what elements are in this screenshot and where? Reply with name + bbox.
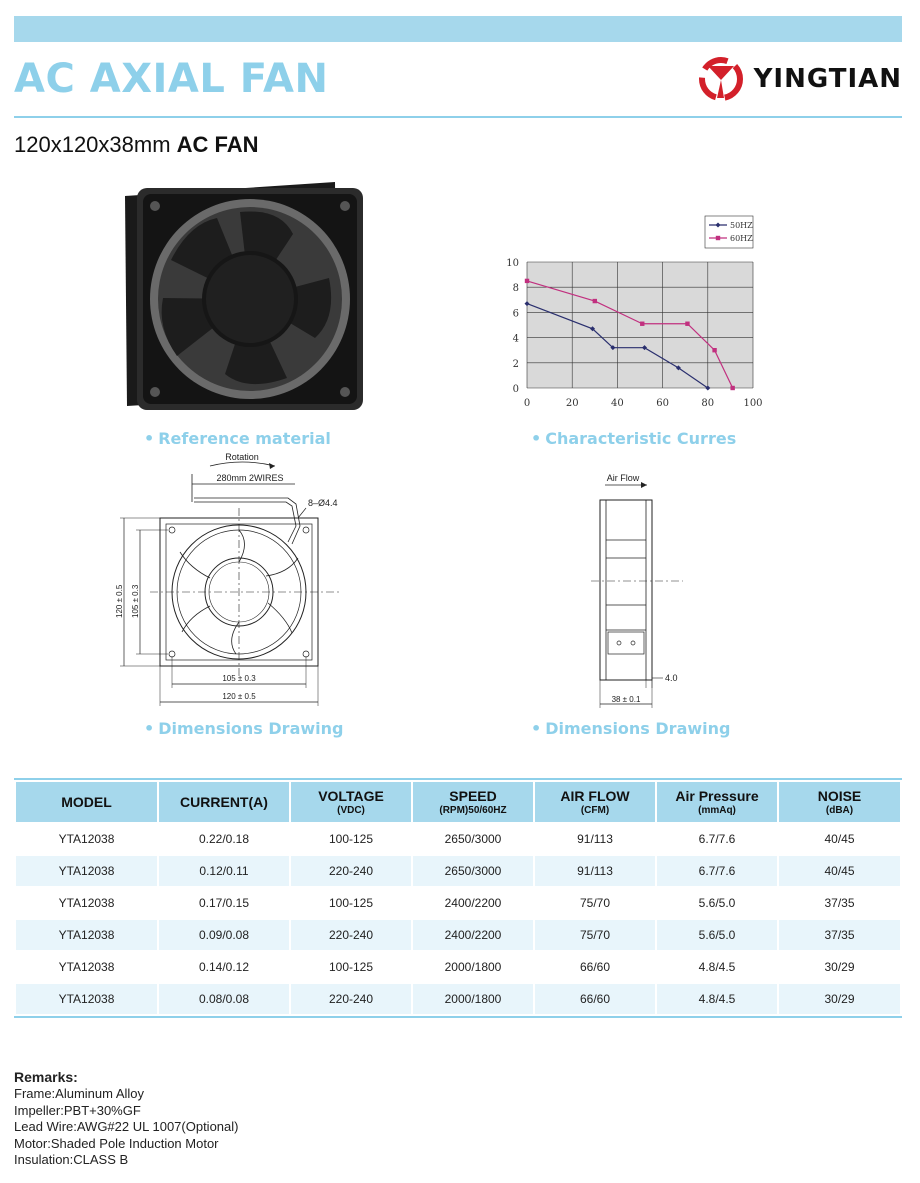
cell-model: YTA12038 <box>58 832 115 846</box>
brand-logo-icon <box>698 56 744 102</box>
col-header-text: AIR FLOW <box>560 788 630 804</box>
caption-reference-text: Reference material <box>158 429 331 448</box>
chart-x-tick-label: 0 <box>523 398 531 409</box>
chart-point <box>640 322 644 326</box>
label-outer-h: 120 ± 0.5 <box>115 584 124 618</box>
subtitle-type: AC FAN <box>176 132 259 157</box>
cell-speed: 2400/2200 <box>444 896 502 910</box>
cell-model: YTA12038 <box>58 896 115 910</box>
chart-y-tick-label: 8 <box>512 283 519 295</box>
chart-point <box>730 386 734 390</box>
chart-x-tick-label: 80 <box>701 398 715 409</box>
col-header-airflow <box>535 782 655 822</box>
chart-plot-area <box>527 262 753 388</box>
label-flange: 4.0 <box>665 673 678 683</box>
cell-noise: 30/29 <box>824 960 855 974</box>
cell-current: 0.08/0.08 <box>159 984 289 1014</box>
cell-airflow: 91/113 <box>577 832 613 846</box>
front-dimension-drawing <box>110 448 350 713</box>
cell-current: 0.14/0.12 <box>198 960 250 974</box>
label-inner-h: 105 ± 0.3 <box>131 584 140 618</box>
col-header-voltage <box>291 782 411 822</box>
chart-y-tick-label: 0 <box>512 384 519 395</box>
brand-name: YINGTIAN <box>753 64 902 94</box>
col-header-text: MODEL <box>61 794 112 810</box>
caption-characteristic-text: Characteristic Curres <box>545 429 737 448</box>
brand-block <box>698 56 902 102</box>
label-air-flow: Air Flow <box>606 473 640 483</box>
label-rotation: Rotation <box>225 452 259 462</box>
table-row <box>16 920 900 950</box>
subtitle-size: 120x120x38mm <box>14 132 171 157</box>
cell-voltage: 100-125 <box>328 896 374 910</box>
remark-item: Motor:Shaded Pole Induction Motor <box>14 1135 219 1151</box>
remark-item: Lead Wire:AWG#22 UL 1007(Optional) <box>14 1119 239 1135</box>
page-title: AC AXIAL FAN <box>14 56 329 102</box>
caption-dimensions-front-text: Dimensions Drawing <box>158 719 344 738</box>
remarks-block <box>14 1069 238 1168</box>
chart-x-tick-label: 40 <box>611 398 624 409</box>
cell-noise: 40/45 <box>824 832 855 846</box>
cell-model: YTA12038 <box>16 984 157 1014</box>
chart-legend-label: 50HZ <box>730 221 753 230</box>
chart-y-tick-label: 2 <box>512 358 519 370</box>
chart-point <box>593 299 597 303</box>
cell-speed: 2000/1800 <box>444 960 502 974</box>
cell-voltage: 220-240 <box>291 920 411 950</box>
col-header-noise <box>779 782 900 822</box>
cell-current: 0.09/0.08 <box>159 920 289 950</box>
col-header-current <box>159 782 289 822</box>
col-header-unit: (dBA) <box>825 805 854 816</box>
chart-x-tick-label: 100 <box>743 398 763 409</box>
col-header-speed <box>413 782 533 822</box>
cell-airflow: 66/60 <box>535 984 655 1014</box>
label-holes: 8–Ø4.4 <box>308 498 338 508</box>
top-color-band <box>14 16 902 42</box>
chart-point <box>712 348 716 352</box>
cell-pressure: 5.6/5.0 <box>657 920 777 950</box>
col-header-unit: (CFM) <box>580 805 610 816</box>
chart-x-tick-label: 60 <box>656 398 669 409</box>
col-header-text: Air Pressure <box>675 788 759 804</box>
col-header-text: SPEED <box>449 788 497 804</box>
cell-noise: 37/35 <box>824 896 855 910</box>
col-header-text: CURRENT(A) <box>180 794 268 810</box>
table-row <box>16 984 900 1014</box>
spec-table <box>14 778 902 1018</box>
col-header-text: NOISE <box>817 788 862 804</box>
side-dimension-drawing <box>565 470 695 715</box>
table-row <box>16 888 900 918</box>
chart-y-tick-label: 6 <box>512 308 519 320</box>
cell-current: 0.17/0.15 <box>198 896 250 910</box>
cell-current: 0.12/0.11 <box>159 856 289 886</box>
chart-point <box>685 322 689 326</box>
cell-pressure: 6.7/7.6 <box>657 856 777 886</box>
cell-airflow: 75/70 <box>535 920 655 950</box>
cell-model: YTA12038 <box>16 920 157 950</box>
caption-reference: • Reference material <box>144 429 331 448</box>
cell-noise: 40/45 <box>779 856 900 886</box>
label-inner-w: 105 ± 0.3 <box>222 674 256 683</box>
cell-speed: 2650/3000 <box>444 832 502 846</box>
label-outer-w: 120 ± 0.5 <box>222 692 256 701</box>
col-header-model <box>16 782 157 822</box>
fan-photo <box>115 178 365 413</box>
caption-characteristic: • Characteristic Curres <box>531 429 737 448</box>
title-divider <box>14 116 902 118</box>
cell-pressure: 6.7/7.6 <box>698 832 736 846</box>
table-row <box>16 824 900 854</box>
caption-dimensions-side: • Dimensions Drawing <box>531 719 731 738</box>
label-wires: 280mm 2WIRES <box>216 473 284 483</box>
label-depth: 38 ± 0.1 <box>611 695 641 704</box>
cell-voltage: 100-125 <box>328 960 374 974</box>
cell-voltage: 220-240 <box>291 984 411 1014</box>
cell-speed: 2650/3000 <box>413 856 533 886</box>
remark-item: Impeller:PBT+30%GF <box>14 1102 141 1118</box>
col-header-pressure <box>657 782 777 822</box>
cell-voltage: 100-125 <box>328 832 374 846</box>
cell-pressure: 4.8/4.5 <box>698 960 736 974</box>
cell-current: 0.22/0.18 <box>198 832 250 846</box>
chart-y-tick-label: 10 <box>506 258 519 269</box>
characteristic-chart <box>495 210 775 425</box>
col-header-unit: (mmAq) <box>698 805 736 816</box>
remark-item: Frame:Aluminum Alloy <box>14 1086 145 1102</box>
col-header-unit: (VDC) <box>337 805 365 816</box>
cell-airflow: 66/60 <box>579 960 611 974</box>
cell-voltage: 220-240 <box>291 856 411 886</box>
chart-x-tick-label: 20 <box>565 398 579 409</box>
cell-model: YTA12038 <box>58 960 115 974</box>
remarks-heading: Remarks: <box>14 1069 78 1085</box>
cell-noise: 30/29 <box>779 984 900 1014</box>
cell-speed: 2000/1800 <box>413 984 533 1014</box>
cell-model: YTA12038 <box>16 856 157 886</box>
cell-airflow: 75/70 <box>579 896 611 910</box>
caption-dimensions-front: • Dimensions Drawing <box>144 719 344 738</box>
table-row <box>16 856 900 886</box>
chart-legend-marker <box>716 236 720 240</box>
table-header-row <box>16 782 900 822</box>
chart-legend-label: 60HZ <box>730 234 753 243</box>
col-header-unit: (RPM)50/60HZ <box>439 805 507 816</box>
table-row <box>16 952 900 982</box>
cell-airflow: 91/113 <box>535 856 655 886</box>
col-header-text: VOLTAGE <box>318 788 384 804</box>
cell-pressure: 4.8/4.5 <box>657 984 777 1014</box>
cell-noise: 37/35 <box>779 920 900 950</box>
cell-pressure: 5.6/5.0 <box>698 896 736 910</box>
product-subtitle <box>14 132 259 158</box>
chart-y-tick-label: 4 <box>512 333 519 345</box>
caption-dimensions-side-text: Dimensions Drawing <box>545 719 731 738</box>
remark-item: Insulation:CLASS B <box>14 1152 129 1168</box>
cell-speed: 2400/2200 <box>413 920 533 950</box>
chart-point <box>525 279 529 283</box>
